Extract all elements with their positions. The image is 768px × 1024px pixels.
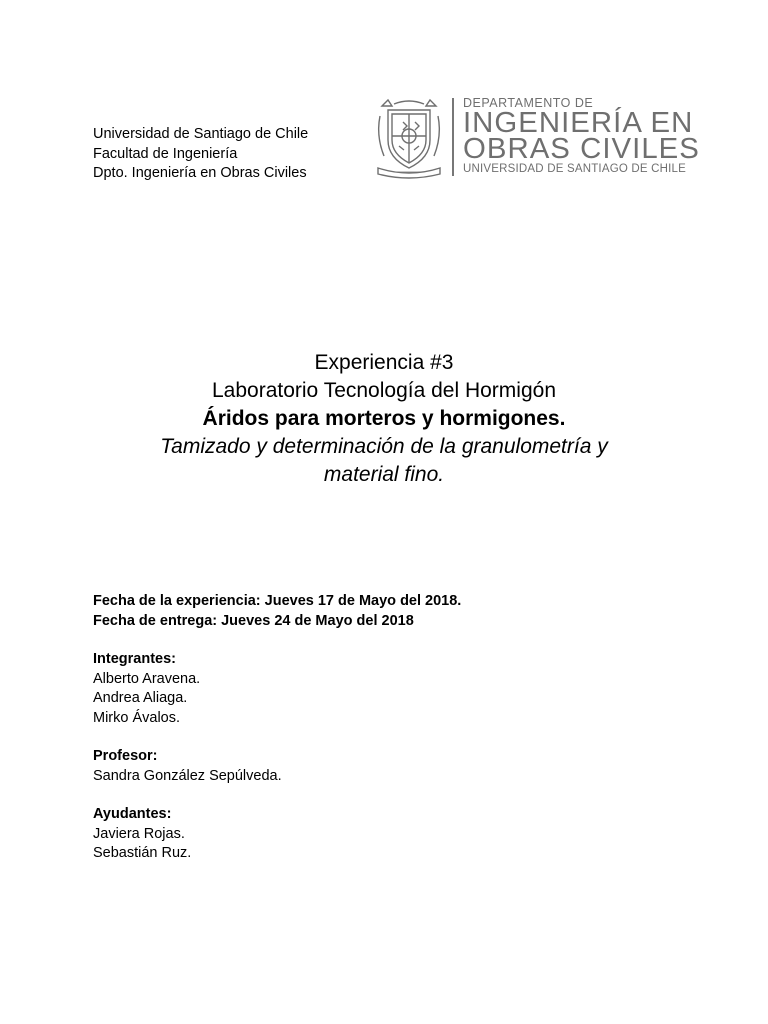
assistant-name: Javiera Rojas. [93,825,185,842]
university-crest-icon [374,96,444,180]
experience-number: Experiencia #3 [314,351,454,374]
assistants-label: Ayudantes: [93,806,172,822]
document-title-block [84,349,684,489]
member-name: Mirko Ávalos. [93,709,181,726]
delivery-date: Fecha de entrega: Jueves 24 de Mayo del 2018 [93,612,414,629]
professor-label: Profesor: [93,748,158,764]
lab-name: Laboratorio Tecnología del Hormigón [212,379,556,402]
member-name: Andrea Aliaga. [93,690,188,706]
logo-university-line: UNIVERSIDAD DE SANTIAGO DE CHILE [463,163,687,175]
logo-title-line-1: INGENIERÍA EN [463,107,694,139]
professor-section [93,747,282,786]
topic-line-2: material fino. [323,463,445,486]
experience-date: Fecha de la experiencia: Jueves 17 de Mayo del 2018. [93,593,462,609]
logo-divider [452,98,454,176]
dates-section [93,592,461,631]
member-name: Alberto Aravena. [93,670,201,687]
faculty-name: Facultad de Ingeniería [93,145,238,162]
assistants-section [93,805,191,864]
topic-line-1: Tamizado y determinación de la granulometría y [160,435,608,458]
logo-text [463,96,700,176]
assistant-name: Sebastián Ruz. [93,845,192,861]
members-section [93,650,200,728]
department-name: Dpto. Ingeniería en Obras Civiles [93,165,307,181]
university-header [93,125,308,184]
university-name: Universidad de Santiago de Chile [93,126,309,142]
logo-department-line: DEPARTAMENTO DE [463,96,594,110]
subject-title: Áridos para morteros y hormigones. [202,407,566,430]
professor-name: Sandra González Sepúlveda. [93,767,282,784]
logo-title-line-2: OBRAS CIVILES [463,133,700,165]
members-label: Integrantes: [93,651,176,667]
department-logo [374,96,710,180]
